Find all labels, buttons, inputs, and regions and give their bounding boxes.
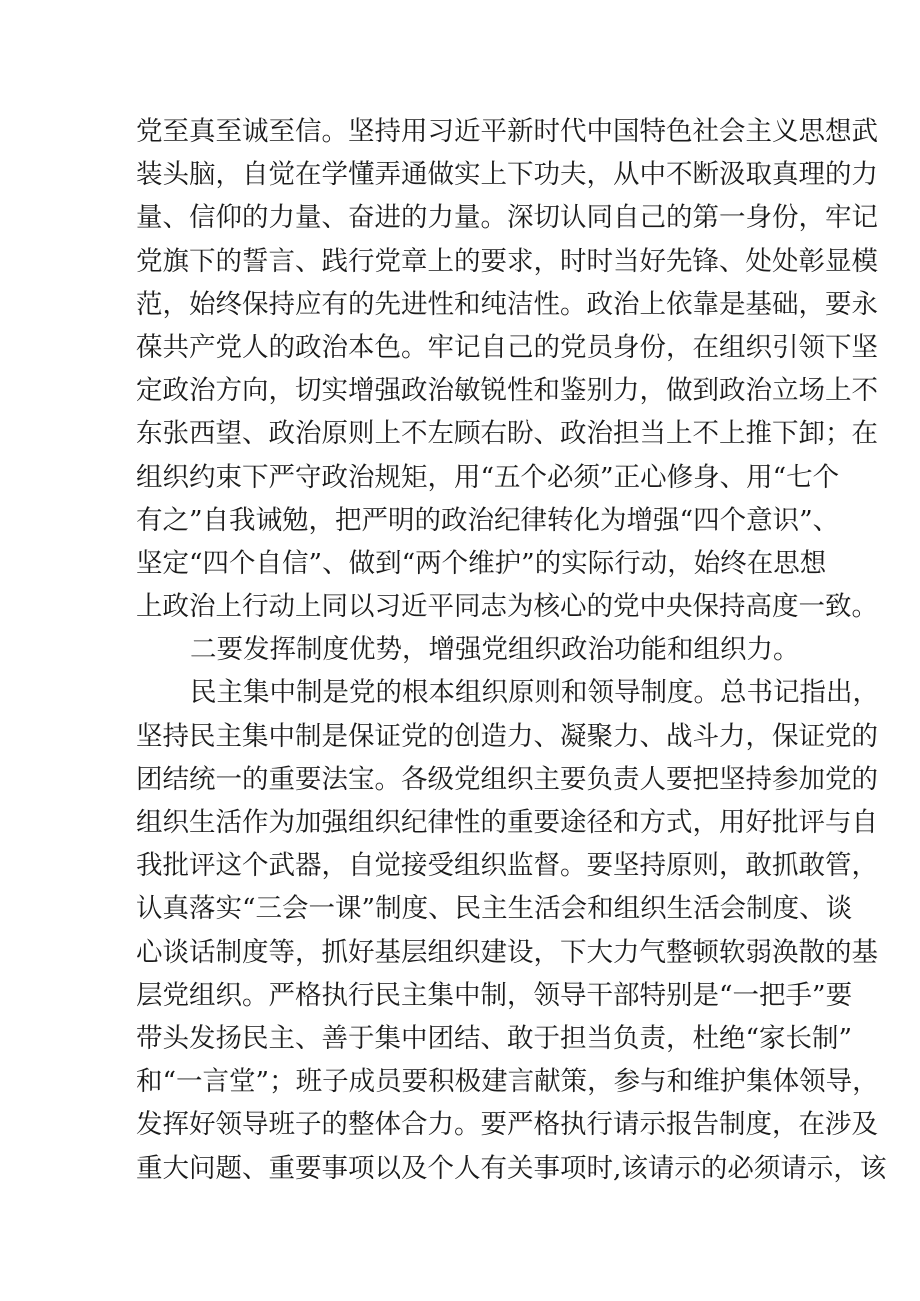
text-line: 范，始终保持应有的先进性和纯洁性。政治上依靠是基础，要永: [136, 288, 878, 320]
text-line: 组织生活作为加强组织纪律性的重要途径和方式，用好批评与自: [136, 807, 878, 838]
text-line: 有之”自我诫勉，把严明的政治纪律转化为增强“四个意识”、: [136, 504, 840, 536]
document-body: [136, 110, 887, 1190]
text-line: 坚持民主集中制是保证党的创造力、凝聚力、战斗力，保证党的: [136, 720, 878, 752]
text-line: 重大问题、重要事项以及个人有关事项时,该请示的必须请示，该: [136, 1152, 887, 1184]
paragraph-political-loyalty: [136, 110, 878, 628]
text-line: 和“一言堂”；班子成员要积极建言献策，参与和维护集体领导，: [136, 1066, 879, 1098]
text-line: 心谈话制度等，抓好基层组织建设，下大力气整顿软弱涣散的基: [136, 936, 878, 968]
text-line: 党旗下的誓言、践行党章上的要求，时时当好先锋、处处彰显模: [136, 245, 878, 277]
text-line: 上政治上行动上同以习近平同志为核心的党中央保持高度一致。: [136, 591, 878, 623]
section-heading-institutional-advantage: [136, 628, 798, 671]
text-line: 层党组织。严格执行民主集中制，领导干部特别是“一把手”要: [136, 979, 853, 1011]
text-line: 量、信仰的力量、奋进的力量。深切认同自己的第一身份，牢记: [136, 202, 878, 234]
text-line: 认真落实“三会一课”制度、民主生活会和组织生活会制度、谈: [136, 893, 853, 925]
paragraph-democratic-centralism: [136, 671, 887, 1189]
text-line: 民主集中制是党的根本组织原则和领导制度。总书记指出，: [190, 677, 879, 709]
text-line: 我批评这个武器，自觉接受组织监督。要坚持原则，敢抓敢管，: [136, 850, 878, 882]
text-line: 葆共产党人的政治本色。牢记自己的党员身份，在组织引领下坚: [136, 331, 878, 363]
text-line: 定政治方向，切实增强政治敏锐性和鉴别力，做到政治立场上不: [136, 375, 878, 407]
text-line: 团结统一的重要法宝。各级党组织主要负责人要把坚持参加党的: [136, 763, 878, 795]
text-line: 装头脑，自觉在学懂弄通做实上下功夫，从中不断汲取真理的力: [136, 159, 878, 191]
text-line: 东张西望、政治原则上不左顾右盼、政治担当上不上推下卸；在: [136, 418, 878, 450]
section-heading-text: 二要发挥制度优势，增强党组织政治功能和组织力。: [190, 634, 800, 666]
text-line: 党至真至诚至信。坚持用习近平新时代中国特色社会主义思想武: [136, 116, 878, 147]
text-line: 发挥好领导班子的整体合力。要严格执行请示报告制度，在涉及: [136, 1109, 878, 1141]
text-line: 组织约束下严守政治规矩，用“五个必须”正心修身、用“七个: [136, 461, 840, 493]
text-line: 坚定“四个自信”、做到“两个维护”的实际行动，始终在思想: [136, 547, 827, 579]
text-line: 带头发扬民主、善于集中团结、敢于担当负责，杜绝“家长制”: [136, 1022, 853, 1054]
